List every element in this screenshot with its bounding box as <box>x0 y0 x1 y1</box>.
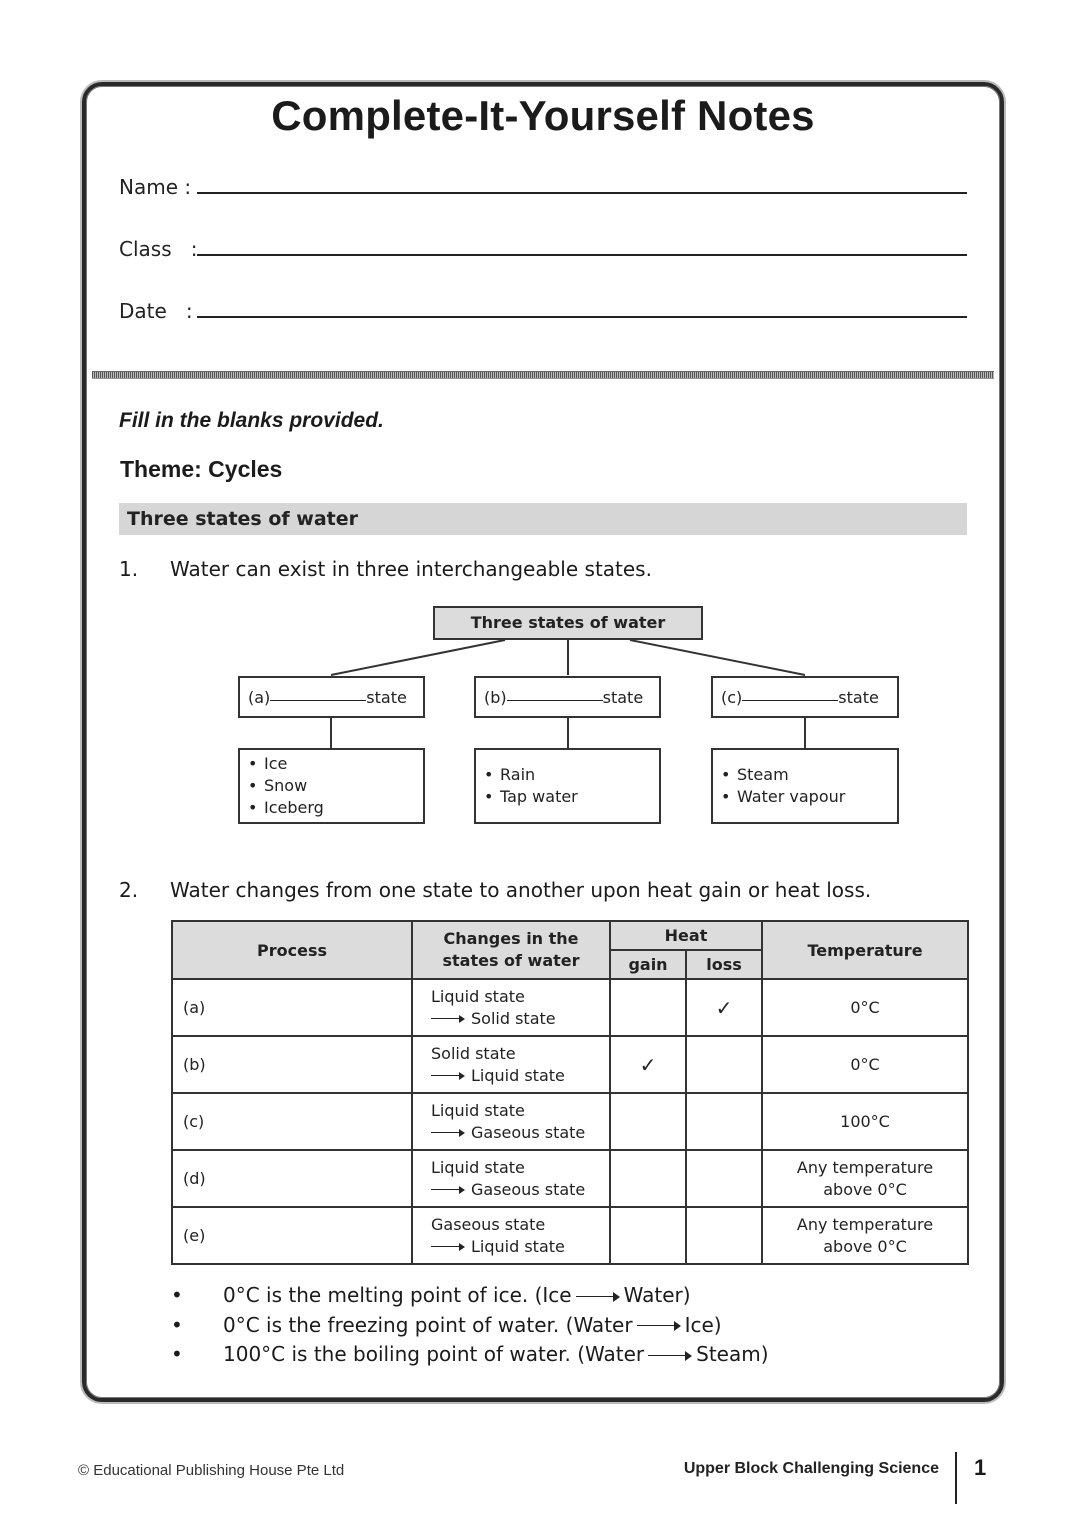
temp-line1: 0°C <box>850 1054 880 1074</box>
table-row <box>172 1093 968 1150</box>
gain-cell[interactable] <box>610 1150 686 1207</box>
page-title: Complete-It-Yourself Notes <box>271 92 815 139</box>
bullet-icon: • <box>171 1283 183 1307</box>
process-cell: (c) <box>172 1093 412 1150</box>
change-to: Liquid state <box>471 1236 565 1256</box>
loss-cell[interactable] <box>686 1093 762 1150</box>
question-1-number: 1. <box>119 557 139 581</box>
change-from: Liquid state <box>431 1100 525 1120</box>
table-row <box>172 1207 968 1264</box>
name-label: Name : <box>119 175 192 199</box>
state-b-blank[interactable] <box>507 678 603 701</box>
temp-line2: above 0°C <box>823 1236 907 1256</box>
list-item: • Steam <box>713 764 897 786</box>
process-cell: (e) <box>172 1207 412 1264</box>
instruction: Fill in the blanks provided. <box>119 409 384 432</box>
change-to: Liquid state <box>471 1065 565 1085</box>
loss-cell[interactable] <box>686 1207 762 1264</box>
question-2-number: 2. <box>119 878 139 902</box>
state-a-prefix: (a) <box>248 688 271 707</box>
note-text: 0°C is the freezing point of water. (Water <box>223 1312 633 1337</box>
question-2-text: Water changes from one state to another upon heat gain or heat loss. <box>170 878 872 902</box>
temp-line1: Any temperature <box>796 1214 934 1234</box>
footer-divider <box>955 1452 957 1504</box>
arrow-icon <box>431 1185 465 1195</box>
table-row <box>172 1150 968 1207</box>
copyright: © Educational Publishing House Pte Ltd <box>78 1462 345 1479</box>
examples-box-a <box>238 748 425 824</box>
page-number: 1 <box>974 1455 987 1480</box>
question-1-text: Water can exist in three interchangeable states. <box>170 557 652 581</box>
state-box-b <box>474 676 661 718</box>
arrow-icon <box>431 1242 465 1252</box>
state-box-c <box>711 676 899 718</box>
section-heading: Three states of water <box>119 503 967 535</box>
state-c-suffix: state <box>838 688 879 707</box>
header-heat: Heat <box>610 921 762 950</box>
temp-line1: Any temperature <box>796 1157 934 1177</box>
loss-cell <box>686 1036 762 1093</box>
change-to: Solid state <box>471 1008 556 1028</box>
state-a-suffix: state <box>366 688 407 707</box>
temperature-cell <box>762 1036 968 1093</box>
note-text-end: Ice) <box>684 1312 722 1337</box>
bullet-icon: • <box>171 1312 183 1337</box>
header-changes-line2: states of water <box>442 951 580 970</box>
state-a-blank[interactable] <box>270 678 366 701</box>
header-process: Process <box>172 921 412 979</box>
diagram-root-box: Three states of water <box>433 606 703 640</box>
arrow-icon <box>576 1291 620 1303</box>
change-to: Gaseous state <box>471 1179 586 1199</box>
temperature-cell <box>762 1207 968 1264</box>
states-table <box>171 920 969 1265</box>
note-text-end: Steam) <box>696 1342 769 1366</box>
state-b-prefix: (b) <box>484 688 507 707</box>
temperature-cell <box>762 1150 968 1207</box>
process-cell: (b) <box>172 1036 412 1093</box>
header-gain: gain <box>610 950 686 979</box>
state-c-blank[interactable] <box>742 678 838 701</box>
theme-heading: Theme: Cycles <box>120 456 283 482</box>
change-from: Gaseous state <box>431 1214 546 1234</box>
header-changes-line1: Changes in the <box>443 929 579 948</box>
change-from: Liquid state <box>431 1157 525 1177</box>
temp-line1: 0°C <box>850 997 880 1017</box>
arrow-icon <box>431 1128 465 1138</box>
change-cell <box>412 1207 610 1264</box>
process-cell: (a) <box>172 979 412 1036</box>
change-from: Solid state <box>431 1043 516 1063</box>
change-cell <box>412 1093 610 1150</box>
examples-box-b <box>474 748 661 824</box>
arrow-icon <box>637 1320 681 1332</box>
header-loss: loss <box>686 950 762 979</box>
bullet-icon: • <box>171 1342 183 1366</box>
temperature-cell <box>762 1093 968 1150</box>
table-row <box>172 1036 968 1093</box>
list-item: • Ice <box>240 753 423 775</box>
state-c-prefix: (c) <box>721 688 743 707</box>
class-label: Class : <box>119 237 198 261</box>
gain-cell[interactable] <box>610 1207 686 1264</box>
header-changes <box>412 921 610 979</box>
header-temperature: Temperature <box>762 921 968 979</box>
loss-cell: ✓ <box>686 979 762 1036</box>
temp-line1: 100°C <box>840 1111 890 1131</box>
gain-cell <box>610 979 686 1036</box>
process-cell: (d) <box>172 1150 412 1207</box>
note-text-end: Water) <box>623 1283 691 1307</box>
change-cell <box>412 979 610 1036</box>
loss-cell[interactable] <box>686 1150 762 1207</box>
gain-cell: ✓ <box>610 1036 686 1093</box>
list-item: • Snow <box>240 775 423 797</box>
table-row <box>172 979 968 1036</box>
gain-cell[interactable] <box>610 1093 686 1150</box>
list-item: • Iceberg <box>240 797 423 819</box>
temp-line2: above 0°C <box>823 1179 907 1199</box>
change-cell <box>412 1036 610 1093</box>
temperature-cell <box>762 979 968 1036</box>
book-title: Upper Block Challenging Science <box>683 1460 939 1477</box>
note-text: 100°C is the boiling point of water. (Water <box>223 1342 645 1366</box>
list-item: • Water vapour <box>713 786 897 808</box>
examples-box-c <box>711 748 899 824</box>
change-to: Gaseous state <box>471 1122 586 1142</box>
date-label: Date : <box>119 299 193 323</box>
list-item: • Tap water <box>476 786 659 808</box>
arrow-icon <box>648 1350 692 1362</box>
state-box-a <box>238 676 425 718</box>
note-text: 0°C is the melting point of ice. (Ice <box>223 1283 572 1307</box>
change-from: Liquid state <box>431 986 525 1006</box>
change-cell <box>412 1150 610 1207</box>
arrow-icon <box>431 1071 465 1081</box>
arrow-icon <box>431 1014 465 1024</box>
state-b-suffix: state <box>602 688 644 707</box>
list-item: • Rain <box>476 764 659 786</box>
